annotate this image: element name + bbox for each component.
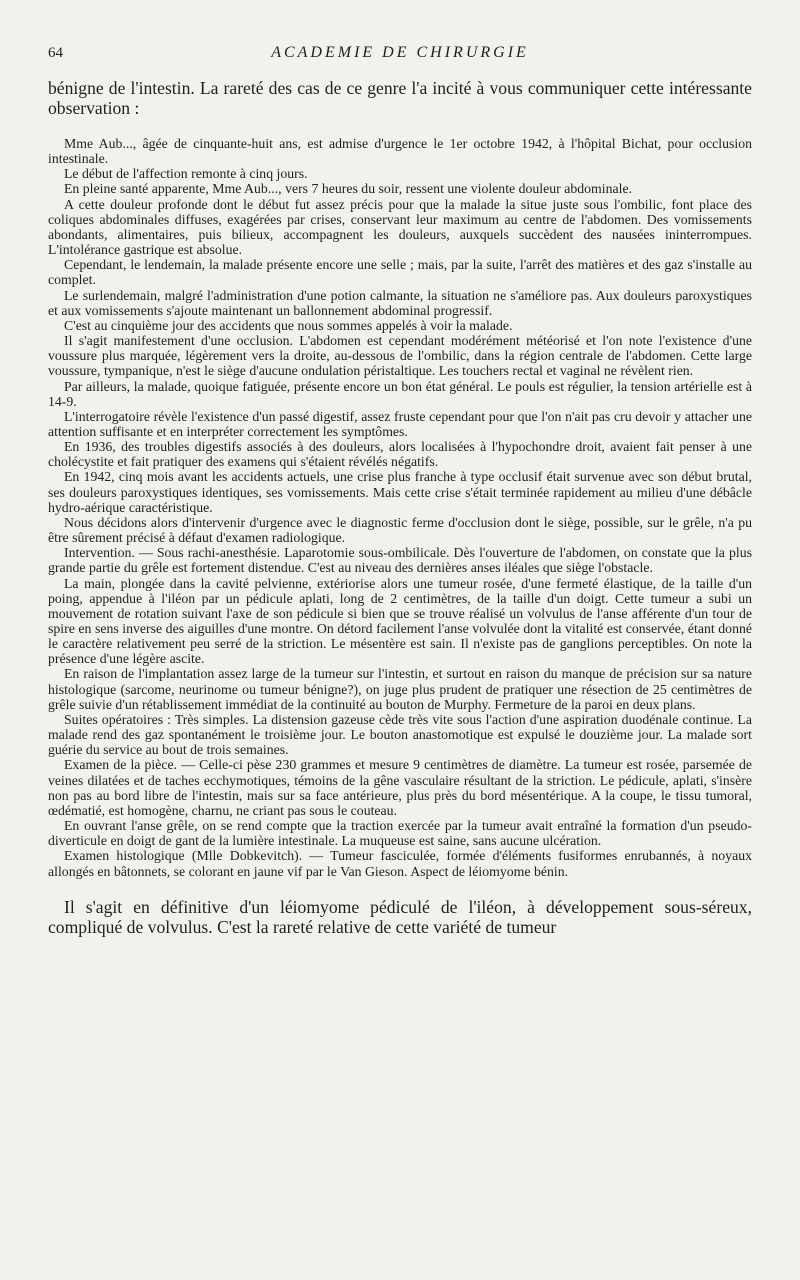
case-paragraph: Suites opératoires : Très simples. La distension gazeuse cède très vite sous l'action d'une aspiration duodénale continue. La malade rend des gaz spontanément le troisième jour. Le bouton anastomotique est expulsé le douzième jour. La malade sort guérie du service au bout de trois semaines.: [48, 711, 752, 758]
case-paragraph: La main, plongée dans la cavité pelvienne, extériorise alors une tumeur rosée, d'une fermeté élastique, de la taille d'un poing, appendue à l'iléon par un pédicule aplati, long de 2 centimètres, de la taille d'un doigt. Cette tumeur a subi un mouvement de rotation suivant l'axe de son pédicule si bien que se trouve réalisé un volvulus de l'anse afférente d'un tour de spire en sens inverse des aiguilles d'une montre. On détord facilement l'anse volvulée dont la vitalité est conservée, étant donné le caractère relativement peu serré de la striction. Le mésentère est sain. Il n'existe pas de ganglions perceptibles. On note la présence d'une légère ascite.: [48, 575, 752, 667]
case-paragraph: C'est au cinquième jour des accidents que nous sommes appelés à voir la malade.: [64, 317, 513, 333]
page-number: 64: [48, 45, 63, 61]
intro-paragraph: bénigne de l'intestin. La rareté des cas de ce genre l'a incité à vous communiquer cette intéressante observation :: [48, 78, 752, 118]
case-paragraph: Intervention. — Sous rachi-anesthésie. Laparotomie sous-ombilicale. Dès l'ouverture de l'abdomen, on constate que la plus grande partie du grêle est fortement distendue. C'est au niveau des dernières anses iléales que siège l'obstacle.: [48, 545, 752, 576]
case-paragraph: Nous décidons alors d'intervenir d'urgence avec le diagnostic ferme d'occlusion dont le siège, possible, sur le grêle, n'a pu être sûrement précisé à défaut d'examen radiologique.: [48, 514, 752, 546]
case-paragraph: Il s'agit manifestement d'une occlusion. L'abdomen est cependant modérément météorisé et l'on note l'existence d'une voussure plus marquée, légèrement vers la droite, au-dessous de l'ombilic, dans la région centrale de l'abdomen. Cette large voussure, tympanique, n'est le siège d'aucune ondulation péristaltique. Les touchers rectal et vaginal ne révèlent rien.: [48, 333, 752, 379]
case-paragraph: En ouvrant l'anse grêle, on se rend compte que la traction exercée par la tumeur avait entraîné la formation d'un pseudo-diverticule en doigt de gant de la lumière intestinale. La muqueuse est saine, sans aucune ulcération.: [48, 818, 752, 849]
case-paragraph: Le début de l'affection remonte à cinq jours.: [64, 166, 308, 182]
page-header: [48, 44, 752, 72]
running-title: ACADEMIE DE CHIRURGIE: [271, 44, 529, 61]
case-paragraph: En 1942, cinq mois avant les accidents actuels, une crise plus franche à type occlusif était survenue avec son début brutal, ses douleurs paroxystiques identiques, ses vomissements. Mais cette crise s'était terminée rapidement au milieu d'une débâcle hydro-aérique caractéristique.: [48, 469, 752, 515]
case-paragraph: Le surlendemain, malgré l'administration d'une potion calmante, la situation ne s'améliore pas. Aux douleurs paroxystiques et aux vomissements s'ajoute maintenant un ballonnement abdominal progressif.: [48, 287, 752, 318]
case-paragraph: Mme Aub..., âgée de cinquante-huit ans, est admise d'urgence le 1er octobre 1942, à l'hôpital Bichat, pour occlusion intestinale.: [48, 136, 752, 167]
case-paragraph: A cette douleur profonde dont le début fut assez précis pour que la malade la situe juste sous l'ombilic, font place des coliques abdominales diffuses, exagérées par crises, conservant leur maximum au centre de l'abdomen. Des vomissements abondants, alimentaires, puis bilieux, accompagnent les douleurs, auxquels succèdent des nausées ininterrompues. L'intolérance gastrique est absolue.: [48, 196, 752, 258]
case-paragraph: Examen histologique (Mlle Dobkevitch). — Tumeur fasciculée, formée d'éléments fusiformes enrubannés, à noyaux allongés en bâtonnets, se colorant en jaune vif par le Van Gieson. Aspect de léiomyome bénin.: [48, 848, 752, 879]
case-report: [48, 136, 752, 879]
case-paragraph: En pleine santé apparente, Mme Aub..., vers 7 heures du soir, ressent une violente douleur abdominale.: [64, 181, 633, 197]
conclusion-paragraph: Il s'agit en définitive d'un léiomyome pédiculé de l'iléon, à développement sous-séreux, compliqué de volvulus. C'est la rareté relative de cette variété de tumeur: [48, 896, 752, 937]
case-paragraph: Examen de la pièce. — Celle-ci pèse 230 grammes et mesure 9 centimètres de diamètre. La tumeur est rosée, parsemée de veines dilatées et de taches ecchymotiques, témoins de la gêne vasculaire résultant de la striction. Le pédicule, aplati, s'insère non pas au bord libre de l'intestin, mais sur sa face antérieure, plus près du bord mésentérique. A la coupe, le tissu tumoral, œdématié, est homogène, charnu, ne criant pas sous le couteau.: [48, 757, 752, 818]
case-paragraph: Cependant, le lendemain, la malade présente encore une selle ; mais, par la suite, l'arrêt des matières et des gaz s'installe au complet.: [48, 257, 752, 288]
case-paragraph: En 1936, des troubles digestifs associés à des douleurs, alors localisées à l'hypochondre droit, avaient fait penser à une cholécystite et fait pratiquer des examens qui s'étaient révélés négatifs.: [48, 439, 752, 470]
case-paragraph: L'interrogatoire révèle l'existence d'un passé digestif, assez fruste cependant pour que l'on n'ait pas cru devoir y attacher une attention suffisante et en interpréter correctement les symptômes.: [48, 408, 752, 439]
case-paragraph: Par ailleurs, la malade, quoique fatiguée, présente encore un bon état général. Le pouls est régulier, la tension artérielle est à 14-9.: [48, 378, 752, 409]
case-paragraph: En raison de l'implantation assez large de la tumeur sur l'intestin, et surtout en raison du manque de précision sur sa nature histologique (sarcome, neurinome ou tumeur bénigne?), on juge plus prudent de pratiquer une résection de 25 centimètres de grêle suivie d'un rétablissement immédiat de la continuité au bouton de Murphy. Fermeture de la paroi en deux plans.: [48, 666, 752, 712]
